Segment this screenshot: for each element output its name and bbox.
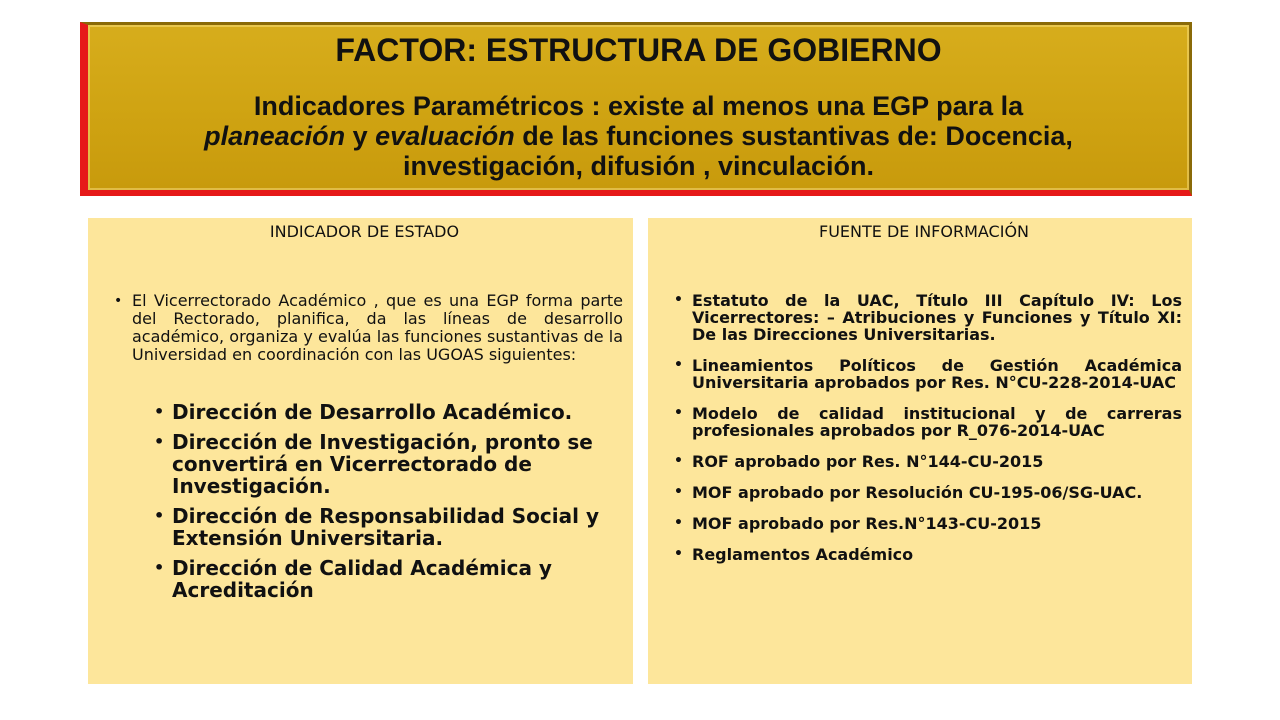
bullet-icon: • xyxy=(154,558,165,577)
subtitle-italic-evaluacion: evaluación xyxy=(375,121,515,151)
source-item-text: Reglamentos Académico xyxy=(692,545,914,564)
subtitle-line-2 xyxy=(98,121,1179,151)
list-item xyxy=(146,431,623,497)
source-item-text: MOF aprobado por Res.N°143-CU-2015 xyxy=(692,514,1042,533)
bullet-icon: • xyxy=(154,506,165,525)
source-item-text: MOF aprobado por Resolución CU-195-06/SG-UAC. xyxy=(692,483,1143,502)
list-item xyxy=(666,453,1182,470)
ugoa-item-text: Dirección de Responsabilidad Social y Extensión Universitaria. xyxy=(172,504,599,550)
list-item xyxy=(146,401,623,423)
list-item xyxy=(146,557,623,601)
subtitle-line-2-mid: y xyxy=(345,121,376,151)
list-item xyxy=(146,505,623,549)
bullet-icon: • xyxy=(674,357,683,373)
source-item-text: Estatuto de la UAC, Título III Capítulo IV: Los Vicerrectores: – Atribuciones y Funciones y Título XI: De las Direcciones Universitarias. xyxy=(692,291,1182,344)
subtitle-line-3: investigación, difusión , vinculación. xyxy=(402,151,875,181)
source-panel xyxy=(648,218,1192,684)
list-item xyxy=(666,292,1182,343)
ugoa-item-text: Dirección de Desarrollo Académico. xyxy=(172,400,573,424)
bullet-icon: • xyxy=(674,453,683,469)
bullet-icon: • xyxy=(674,292,683,308)
banner-subtitle xyxy=(98,91,1179,181)
bullet-icon: • xyxy=(674,405,683,421)
bullet-icon: • xyxy=(154,402,165,421)
list-item xyxy=(666,484,1182,501)
indicator-main-text: El Vicerrectorado Académico , que es una EGP forma parte del Rectorado, planifica, da las líneas de desarrollo académico, organiza y evalúa las funciones sustantivas de la Universidad en coordinación con las UGOAS siguientes: xyxy=(132,291,623,364)
banner-title: FACTOR: ESTRUCTURA DE GOBIERNO xyxy=(335,32,942,68)
indicator-panel xyxy=(88,218,633,684)
source-heading: FUENTE DE INFORMACIÓN xyxy=(819,222,1029,241)
ugoa-item-text: Dirección de Calidad Académica y Acreditación xyxy=(172,556,552,602)
title-banner xyxy=(80,22,1192,196)
indicator-main-list xyxy=(106,292,623,364)
list-item xyxy=(106,292,623,364)
source-list xyxy=(666,292,1182,563)
ugoas-list xyxy=(106,401,623,601)
source-item-text: Modelo de calidad institucional y de carreras profesionales aprobados por R_076-2014-UAC xyxy=(692,404,1182,440)
indicator-heading: INDICADOR DE ESTADO xyxy=(269,222,460,241)
list-item xyxy=(666,515,1182,532)
subtitle-italic-planeacion: planeación xyxy=(204,121,346,151)
list-item xyxy=(666,405,1182,439)
bullet-icon: • xyxy=(674,484,683,500)
list-item xyxy=(666,357,1182,391)
bullet-icon: • xyxy=(674,515,683,531)
subtitle-line-1: Indicadores Paramétricos : existe al menos una EGP para la xyxy=(253,91,1024,121)
list-item xyxy=(666,546,1182,563)
bullet-icon: • xyxy=(674,546,683,562)
bullet-icon: • xyxy=(114,293,123,309)
bullet-icon: • xyxy=(154,432,165,451)
subtitle-line-2-rest: de las funciones sustantivas de: Docencia, xyxy=(514,121,1073,151)
source-item-text: ROF aprobado por Res. N°144-CU-2015 xyxy=(692,452,1044,471)
source-item-text: Lineamientos Políticos de Gestión Académica Universitaria aprobados por Res. N°CU-228-2014-UAC xyxy=(692,356,1182,392)
ugoa-item-text: Dirección de Investigación, pronto se convertirá en Vicerrectorado de Investigación. xyxy=(172,430,593,498)
